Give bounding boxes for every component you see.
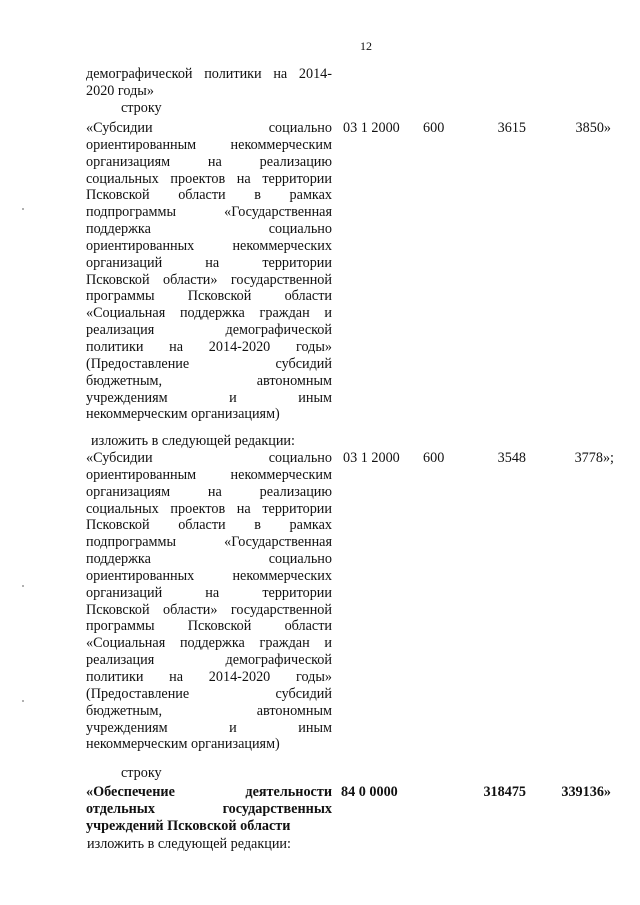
block2-line: реализация демографической (86, 652, 332, 669)
block2-line: бюджетным, автономным (86, 702, 332, 719)
block1-amount-2: 3850» (575, 120, 611, 136)
block1-line: «Социальная поддержка граждан и (86, 305, 332, 322)
block2-line: (Предоставление субсидий (86, 685, 332, 702)
block1-line: ориентированным некоммерческим (86, 136, 332, 153)
block1-line: политики на 2014-2020 годы» (86, 338, 332, 355)
block3-line: «Обеспечение деятельности (86, 784, 332, 800)
block2-line: социальных проектов на территории (86, 500, 332, 517)
block1-line: некоммерческим организациям) (86, 406, 280, 423)
block1-line: подпрограммы «Государственная (86, 204, 332, 221)
intro-line: демографической политики на 2014- (86, 66, 332, 82)
block1-line: ориентированных некоммерческих (86, 237, 332, 254)
block1-line: социальных проектов на территории (86, 170, 332, 187)
label-row-3: строку (121, 765, 162, 781)
block1-line: Псковской области в рамках (86, 187, 332, 204)
block2-line: подпрограммы «Государственная (86, 534, 332, 551)
block1-line: поддержка социально (86, 221, 332, 238)
block3-description (86, 784, 332, 835)
block2-line: некоммерческим организациям) (86, 736, 280, 753)
block2-line: «Социальная поддержка граждан и (86, 635, 332, 652)
block1-type: 600 (423, 120, 445, 136)
block3-amount-2: 339136» (561, 784, 611, 800)
block1-line: бюджетным, автономным (86, 372, 332, 389)
block2-line: поддержка социально (86, 551, 332, 568)
block3-line: отдельных государственных (86, 800, 332, 817)
block1-line: организациям на реализацию (86, 153, 332, 170)
block1-description (86, 120, 332, 423)
block2-line: Псковской области в рамках (86, 517, 332, 534)
block2-line: ориентированных некоммерческих (86, 567, 332, 584)
label-row-4: изложить в следующей редакции: (87, 836, 291, 852)
block2-line: политики на 2014-2020 годы» (86, 668, 332, 685)
block1-line: «Субсидии социально (86, 120, 332, 136)
block1-code: 03 1 2000 (343, 120, 400, 136)
intro-text (86, 66, 332, 100)
block2-line: ориентированным некоммерческим (86, 466, 332, 483)
block2-line: Псковской области» государственной (86, 601, 332, 618)
block3-code: 84 0 0000 (341, 784, 398, 800)
block2-line: организаций на территории (86, 584, 332, 601)
block1-line: программы Псковской области (86, 288, 332, 305)
block2-line: учреждениям и иным (86, 719, 332, 736)
page-number: 12 (360, 39, 372, 53)
intro-line: 2020 годы» (86, 82, 154, 99)
block2-line: программы Псковской области (86, 618, 332, 635)
scan-speck (22, 585, 24, 587)
block2-line: «Субсидии социально (86, 450, 332, 466)
block3-amount-1: 318475 (483, 784, 526, 800)
block1-line: организаций на территории (86, 254, 332, 271)
scan-speck (22, 700, 24, 702)
block2-description (86, 450, 332, 753)
block2-amount-1: 3548 (497, 450, 526, 466)
block2-line: организациям на реализацию (86, 483, 332, 500)
block3-line: учреждений Псковской области (86, 817, 291, 834)
label-row-2: изложить в следующей редакции: (91, 433, 295, 449)
block2-type: 600 (423, 450, 445, 466)
scan-speck (22, 208, 24, 210)
block1-amount-1: 3615 (497, 120, 526, 136)
block2-amount-2: 3778»; (574, 450, 614, 466)
block1-line: (Предоставление субсидий (86, 355, 332, 372)
block2-code: 03 1 2000 (343, 450, 400, 466)
block1-line: реализация демографической (86, 322, 332, 339)
block1-line: Псковской области» государственной (86, 271, 332, 288)
label-row-1: строку (121, 100, 162, 116)
block1-line: учреждениям и иным (86, 389, 332, 406)
